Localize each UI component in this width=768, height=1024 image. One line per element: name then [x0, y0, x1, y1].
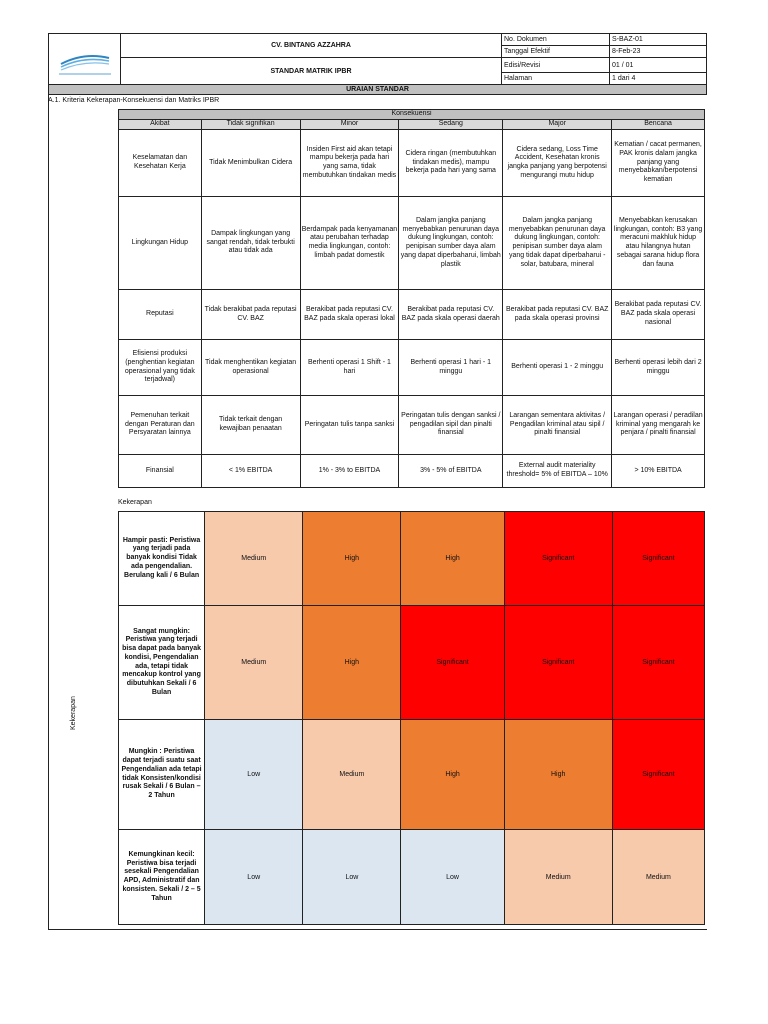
table-cell: Tidak berakibat pada reputasi CV. BAZ: [201, 290, 300, 340]
row-label: Finansial: [119, 455, 202, 488]
table-cell: Berdampak pada kenyamanan atau perubahan terhadap media lingkungan, contoh: limbah padat domestik: [300, 197, 399, 290]
table-row: [119, 197, 705, 290]
meta-value: 1 dari 4: [610, 73, 707, 85]
table-row: [119, 290, 705, 340]
table-cell: Berhenti operasi 1 Shift - 1 hari: [300, 340, 399, 396]
table-cell: Berakibat pada reputasi CV. BAZ pada skala operasi nasional: [612, 290, 705, 340]
meta-value: 8-Feb-23: [610, 46, 707, 58]
table-cell: < 1% EBITDA: [201, 455, 300, 488]
table-cell: Insiden First aid akan tetapi mampu bekerja pada hari yang sama, tidak membutuhkan tindakan medis: [300, 130, 399, 197]
table-row: [119, 130, 705, 197]
risk-cell: Medium: [303, 720, 401, 830]
document-header: [48, 33, 707, 85]
risk-cell: Medium: [612, 830, 704, 925]
table-cell: Berhenti operasi 1 - 2 minggu: [503, 340, 612, 396]
meta-value: 01 / 01: [610, 58, 707, 73]
company-name: CV. BINTANG AZZAHRA: [121, 34, 502, 58]
table-cell: External audit materiality threshold= 5% of EBITDA – 10%: [503, 455, 612, 488]
column-header: Minor: [300, 120, 399, 130]
table-cell: Tidak menghentikan kegiatan operasional: [201, 340, 300, 396]
section-title: A.1. Kriteria Kekerapan-Konsekuensi dan Matriks IPBR: [48, 97, 220, 104]
row-label: Keselamatan dan Kesehatan Kerja: [119, 130, 202, 197]
risk-cell: Significant: [401, 606, 504, 720]
table-cell: Berakibat pada reputasi CV. BAZ pada skala operasi lokal: [300, 290, 399, 340]
likelihood-label: Kemungkinan kecil: Peristiwa bisa terjadi sesekali Pengendalian APD, Administratif dan konsisten. Sekali / 2 – 5 Tahun: [119, 830, 205, 925]
risk-cell: Low: [205, 720, 303, 830]
logo-wave-icon: [49, 34, 120, 82]
table-cell: Peringatan tulis dengan sanksi / pengadilan sipil dan pinalti finansial: [399, 396, 503, 455]
risk-cell: Significant: [504, 606, 612, 720]
table-cell: Berhenti operasi 1 hari - 1 minggu: [399, 340, 503, 396]
row-label: Pemenuhan terkait dengan Peraturan dan Persyaratan lainnya: [119, 396, 202, 455]
table-cell: Tidak terkait dengan kewajiban penaatan: [201, 396, 300, 455]
table-cell: 1% - 3% to EBITDA: [300, 455, 399, 488]
risk-cell: High: [303, 606, 401, 720]
column-header: Sedang: [399, 120, 503, 130]
table-cell: > 10% EBITDA: [612, 455, 705, 488]
table-row: [119, 455, 705, 488]
risk-cell: Low: [205, 830, 303, 925]
meta-value: S-BAZ-01: [610, 34, 707, 46]
risk-cell: Medium: [504, 830, 612, 925]
table-cell: Berakibat pada reputasi CV. BAZ pada skala operasi daerah: [399, 290, 503, 340]
column-header: Akibat: [119, 120, 202, 130]
table-cell: 3% - 5% of EBITDA: [399, 455, 503, 488]
risk-cell: Significant: [612, 606, 704, 720]
column-header: Bencana: [612, 120, 705, 130]
table-cell: Cidera sedang, Loss Time Accident, Kesehatan kronis jangka panjang yang berpotensi mengurangi mutu hidup: [503, 130, 612, 197]
table-cell: Dampak lingkungan yang sangat rendah, tidak terbukti atau tidak ada: [201, 197, 300, 290]
risk-cell: High: [401, 720, 504, 830]
likelihood-label: Hampir pasti: Peristiwa yang terjadi pada banyak kondisi Tidak ada pengendalian. Berulang kali / 6 Bulan: [119, 512, 205, 606]
consequence-table: [118, 109, 705, 488]
table-row: [119, 340, 705, 396]
risk-cell: High: [504, 720, 612, 830]
meta-key: No. Dokumen: [502, 34, 610, 46]
table-cell: Menyebabkan kerusakan lingkungan, contoh: B3 yang meracuni makhluk hidup atau hilangnya hutan sebagai sarana hidup flora dan fauna: [612, 197, 705, 290]
likelihood-label: Sangat mungkin: Peristiwa yang terjadi bisa dapat pada banyak kondisi, Pengendalian ada, tetapi tidak mencakup kontrol yang dibutuhkan Sekali / 6 Bulan: [119, 606, 205, 720]
matrix-row: [119, 830, 705, 925]
table-cell: Peringatan tulis tanpa sanksi: [300, 396, 399, 455]
column-header: Major: [503, 120, 612, 130]
matrix-row: [119, 720, 705, 830]
risk-cell: High: [303, 512, 401, 606]
table-cell: Tidak Menimbulkan Cidera: [201, 130, 300, 197]
risk-cell: Medium: [205, 606, 303, 720]
matrix-row: [119, 512, 705, 606]
risk-cell: Significant: [612, 720, 704, 830]
table-row: [119, 396, 705, 455]
document-title: STANDAR MATRIK IPBR: [121, 58, 502, 85]
risk-matrix: [118, 511, 705, 925]
risk-cell: High: [401, 512, 504, 606]
table-cell: Berakibat pada reputasi CV. BAZ pada skala operasi provinsi: [503, 290, 612, 340]
kekerapan-label: Kekerapan: [118, 499, 152, 506]
column-header: Tidak signifikan: [201, 120, 300, 130]
kekerapan-vertical-label: Kekerapan: [70, 696, 77, 730]
table-cell: Dalam jangka panjang menyebabkan penurunan daya dukung lingkungan, contoh: penipisan sumber daya alam yang tidak dapat diperbaharui - solar, batubara, mineral: [503, 197, 612, 290]
row-label: Efisiensi produksi (penghentian kegiatan operasional yang tidak terjadwal): [119, 340, 202, 396]
table-cell: Cidera ringan (membutuhkan tindakan medis), mampu bekerja pada hari yang sama: [399, 130, 503, 197]
matrix-row: [119, 606, 705, 720]
row-label: Reputasi: [119, 290, 202, 340]
table-cell: Kematian / cacat permanen, PAK kronis dalam jangka panjang yang menyebabkan/berpotensi kematian: [612, 130, 705, 197]
risk-cell: Low: [401, 830, 504, 925]
table-cell: Dalam jangka panjang menyebabkan penurunan daya dukung lingkungan, contoh: penipisan sumber daya alam yang dapat diperbaharui, limbah plastik: [399, 197, 503, 290]
likelihood-label: Mungkin : Peristiwa dapat terjadi suatu saat Pengendalian ada tetapi tidak Konsisten/kondisi rusak Sekali / 6 Bulan – 2 Tahun: [119, 720, 205, 830]
frame-border: [48, 929, 707, 930]
meta-key: Edisi/Revisi: [502, 58, 610, 73]
row-label: Lingkungan Hidup: [119, 197, 202, 290]
table-cell: Berhenti operasi lebih dari 2 minggu: [612, 340, 705, 396]
table-cell: Larangan operasi / peradilan kriminal yang mengarah ke penjara / pinalti finansial: [612, 396, 705, 455]
frame-border: [48, 95, 49, 930]
risk-cell: Significant: [612, 512, 704, 606]
risk-cell: Low: [303, 830, 401, 925]
table-cell: Larangan sementara aktivitas / Pengadilan kriminal atau sipil / pinalti finansial: [503, 396, 612, 455]
risk-cell: Significant: [504, 512, 612, 606]
risk-cell: Medium: [205, 512, 303, 606]
section-band: URAIAN STANDAR: [48, 84, 707, 95]
consequence-band: Konsekuensi: [119, 110, 705, 120]
meta-key: Tanggal Efektif: [502, 46, 610, 58]
meta-key: Halaman: [502, 73, 610, 85]
company-logo: [49, 34, 121, 85]
